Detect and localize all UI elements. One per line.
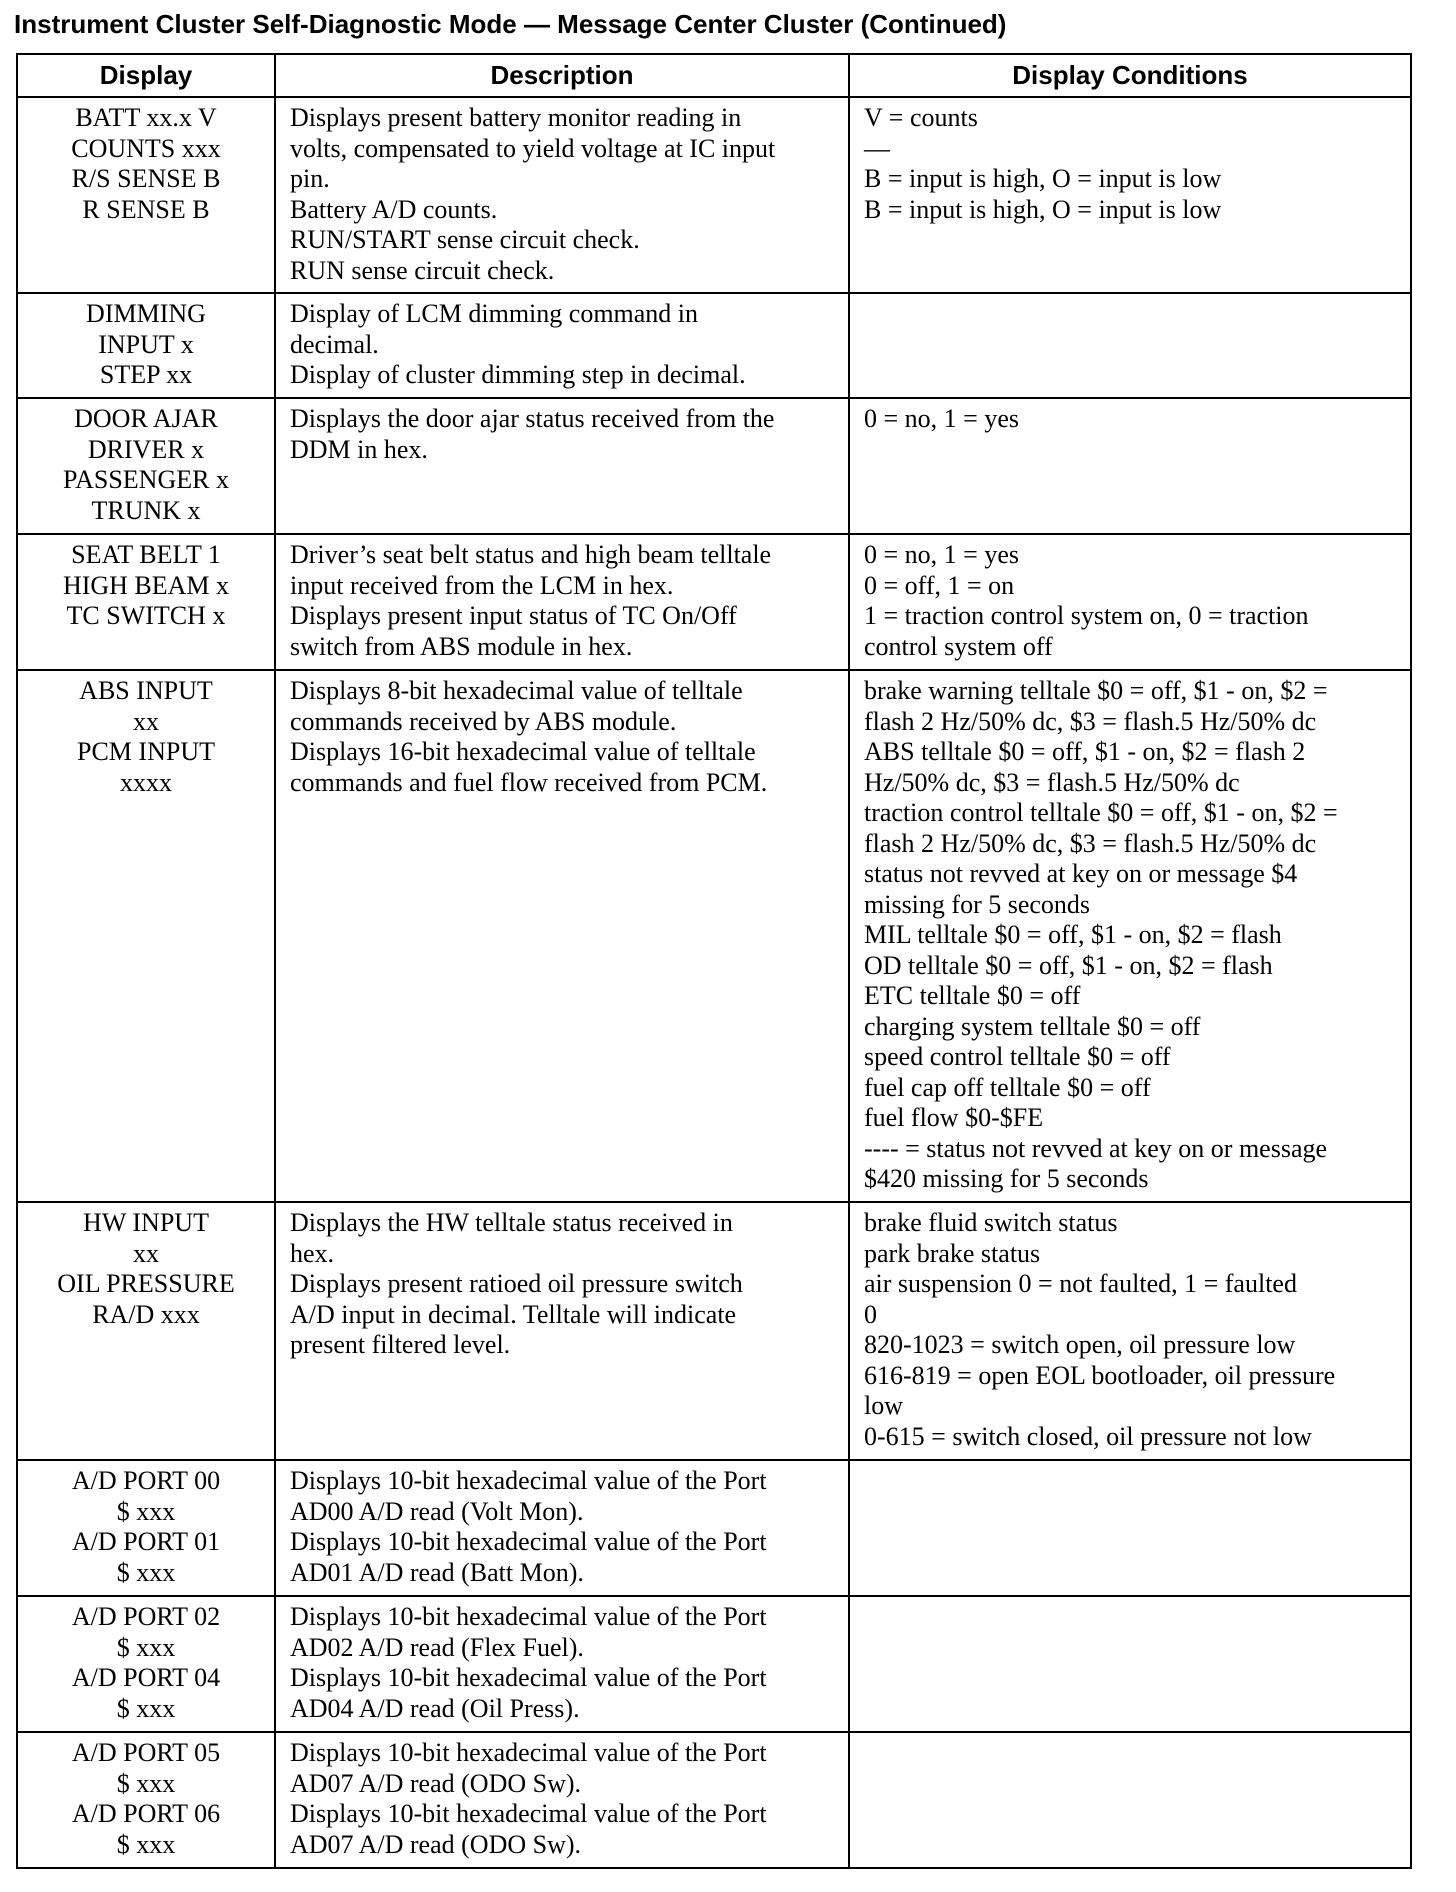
cell-line: A/D PORT 02	[71, 1602, 221, 1631]
cell-line: OD telltale $0 = off, $1 - on, $2 = flash	[864, 950, 1273, 980]
cell-line: ---- = status not revved at key on or message	[864, 1133, 1328, 1163]
cell-line: 0 = no, 1 = yes	[864, 404, 1019, 433]
cell-line: AD04 A/D read (Oil Press).	[290, 1693, 580, 1723]
display-cell	[17, 1596, 275, 1732]
table-row	[17, 1732, 1411, 1868]
header-display-conditions: Display Conditions	[849, 54, 1411, 97]
table-row	[17, 293, 1411, 398]
cell-line: input received from the LCM in hex.	[290, 570, 674, 600]
cell-line: 0 = off, 1 = on	[864, 570, 1015, 600]
cell-line: Display of cluster dimming step in decimal.	[290, 360, 746, 389]
cell-line: BATT xx.x V	[75, 103, 217, 132]
cell-line: A/D PORT 04	[71, 1663, 221, 1692]
page-title: Instrument Cluster Self-Diagnostic Mode — Message Center Cluster (Continued)	[14, 9, 1007, 39]
cell-line: COUNTS xxx	[71, 133, 221, 163]
cell-line: control system off	[864, 631, 1053, 661]
display-cell	[17, 398, 275, 534]
cell-line: Displays 10-bit hexadecimal value of the Port	[290, 1799, 767, 1828]
cell-line: missing for 5 seconds	[864, 889, 1091, 919]
cell-line: 0-615 = switch closed, oil pressure not low	[864, 1421, 1312, 1451]
cell-line: Battery A/D counts.	[290, 194, 498, 224]
conditions-cell	[849, 1732, 1411, 1868]
cell-line: $ xxx	[116, 1557, 176, 1587]
table-row	[17, 1460, 1411, 1596]
cell-line: Displays 10-bit hexadecimal value of the Port	[290, 1527, 767, 1556]
cell-line: ABS INPUT	[79, 676, 213, 705]
conditions-cell	[849, 398, 1411, 534]
cell-line: status not revved at key on or message $4	[864, 859, 1298, 888]
cell-line: ETC telltale $0 = off	[864, 981, 1081, 1010]
diagnostic-table	[16, 53, 1412, 1869]
cell-line: brake warning telltale $0 = off, $1 - on, $2 =	[864, 676, 1328, 705]
cell-line: A/D PORT 01	[71, 1527, 221, 1556]
cell-line: INPUT x	[98, 329, 194, 359]
display-cell	[17, 293, 275, 398]
conditions-cell	[849, 670, 1411, 1202]
cell-line: Displays present ratioed oil pressure switch	[290, 1269, 743, 1298]
cell-line: TRUNK x	[91, 495, 201, 525]
description-cell	[275, 293, 849, 398]
cell-line: PCM INPUT	[77, 737, 215, 766]
cell-line: 616-819 = open EOL bootloader, oil pressure	[864, 1360, 1336, 1390]
cell-line: A/D input in decimal. Telltale will indicate	[290, 1299, 737, 1329]
cell-line: Displays the HW telltale status received in	[290, 1208, 733, 1237]
description-cell	[275, 1202, 849, 1460]
cell-line: A/D PORT 00	[71, 1466, 221, 1495]
cell-line: B = input is high, O = input is low	[864, 164, 1222, 193]
cell-line: 820-1023 = switch open, oil pressure low	[864, 1330, 1296, 1359]
description-cell	[275, 670, 849, 1202]
cell-line: DRIVER x	[87, 434, 205, 464]
cell-line: $ xxx	[116, 1829, 176, 1859]
conditions-cell	[849, 97, 1411, 293]
cell-line: Displays the door ajar status received from the	[290, 404, 775, 433]
cell-line: Displays 10-bit hexadecimal value of the Port	[290, 1466, 767, 1495]
cell-line: RUN/START sense circuit check.	[290, 225, 640, 254]
cell-line: brake fluid switch status	[864, 1208, 1118, 1237]
conditions-cell	[849, 1202, 1411, 1460]
cell-line: DOOR AJAR	[74, 404, 218, 433]
header-description: Description	[275, 54, 849, 97]
description-cell	[275, 534, 849, 670]
cell-line: 0	[864, 1299, 877, 1329]
cell-line: flash 2 Hz/50% dc, $3 = flash.5 Hz/50% dc	[864, 828, 1317, 858]
cell-line: present filtered level.	[290, 1330, 511, 1359]
cell-line: MIL telltale $0 = off, $1 - on, $2 = flash	[864, 920, 1282, 949]
cell-line: decimal.	[290, 329, 379, 359]
cell-line: charging system telltale $0 = off	[864, 1011, 1201, 1041]
display-cell	[17, 1460, 275, 1596]
cell-line: $ xxx	[116, 1768, 176, 1798]
cell-line: PASSENGER x	[63, 465, 229, 494]
cell-line: AD01 A/D read (Batt Mon).	[290, 1557, 584, 1587]
cell-line: AD02 A/D read (Flex Fuel).	[290, 1632, 584, 1662]
description-cell	[275, 398, 849, 534]
cell-line: 1 = traction control system on, 0 = traction	[864, 601, 1309, 630]
cell-line: RUN sense circuit check.	[290, 255, 555, 285]
cell-line: commands and fuel flow received from PCM.	[290, 767, 768, 797]
cell-line: traction control telltale $0 = off, $1 - on, $2 =	[864, 798, 1338, 827]
cell-line: Displays 8-bit hexadecimal value of telltale	[290, 676, 743, 705]
cell-line: R SENSE B	[82, 194, 210, 224]
cell-line: pin.	[290, 164, 330, 193]
cell-line: xxxx	[120, 767, 172, 797]
cell-line: A/D PORT 05	[71, 1738, 221, 1767]
table-row	[17, 1202, 1411, 1460]
display-cell	[17, 1202, 275, 1460]
cell-line: A/D PORT 06	[71, 1799, 221, 1828]
cell-line: $ xxx	[116, 1496, 176, 1526]
cell-line: Driver’s seat belt status and high beam telltale	[290, 540, 772, 569]
cell-line: low	[864, 1391, 903, 1420]
cell-line: flash 2 Hz/50% dc, $3 = flash.5 Hz/50% dc	[864, 706, 1317, 736]
cell-line: ABS telltale $0 = off, $1 - on, $2 = flash 2	[864, 737, 1306, 766]
cell-line: DDM in hex.	[290, 434, 428, 464]
cell-line: SEAT BELT 1	[71, 540, 221, 569]
header-row	[17, 54, 1411, 97]
cell-line: air suspension 0 = not faulted, 1 = faulted	[864, 1269, 1297, 1298]
cell-line: volts, compensated to yield voltage at IC input	[290, 133, 776, 163]
cell-line: Displays 10-bit hexadecimal value of the Port	[290, 1602, 767, 1631]
cell-line: 0 = no, 1 = yes	[864, 540, 1019, 569]
cell-line: AD07 A/D read (ODO Sw).	[290, 1768, 582, 1798]
cell-line: TC SWITCH x	[66, 601, 226, 630]
cell-line: HIGH BEAM x	[62, 570, 230, 600]
conditions-cell	[849, 1460, 1411, 1596]
cell-line: $ xxx	[116, 1693, 176, 1723]
table-row	[17, 97, 1411, 293]
cell-line: Displays 10-bit hexadecimal value of the Port	[290, 1738, 767, 1767]
display-cell	[17, 97, 275, 293]
cell-line: RA/D xxx	[92, 1299, 200, 1329]
cell-line: Hz/50% dc, $3 = flash.5 Hz/50% dc	[864, 767, 1240, 797]
cell-line: STEP xx	[99, 360, 193, 389]
conditions-cell	[849, 293, 1411, 398]
header-display: Display	[17, 54, 275, 97]
table-row	[17, 1596, 1411, 1732]
description-cell	[275, 1732, 849, 1868]
cell-line: AD00 A/D read (Volt Mon).	[290, 1496, 584, 1526]
cell-line: Displays 16-bit hexadecimal value of telltale	[290, 737, 756, 766]
table-row	[17, 534, 1411, 670]
cell-line: switch from ABS module in hex.	[290, 631, 633, 661]
cell-line: Displays present input status of TC On/Off	[290, 601, 737, 630]
conditions-cell	[849, 1596, 1411, 1732]
cell-line: OIL PRESSURE	[57, 1269, 235, 1298]
cell-line: Displays present battery monitor reading in	[290, 103, 742, 132]
cell-line: AD07 A/D read (ODO Sw).	[290, 1829, 582, 1859]
description-cell	[275, 1460, 849, 1596]
cell-line: R/S SENSE B	[71, 164, 221, 193]
cell-line: hex.	[290, 1238, 335, 1268]
display-cell	[17, 534, 275, 670]
cell-line: speed control telltale $0 = off	[864, 1042, 1171, 1071]
cell-line: fuel flow $0-$FE	[864, 1103, 1044, 1132]
cell-line: park brake status	[864, 1238, 1041, 1268]
cell-line: $ xxx	[116, 1632, 176, 1662]
cell-line: DIMMING	[86, 299, 206, 328]
description-cell	[275, 97, 849, 293]
conditions-cell	[849, 534, 1411, 670]
cell-line: Displays 10-bit hexadecimal value of the Port	[290, 1663, 767, 1692]
cell-line: xx	[133, 706, 159, 736]
cell-line: V = counts	[864, 103, 978, 132]
cell-line: $420 missing for 5 seconds	[864, 1164, 1149, 1193]
cell-line: xx	[133, 1238, 159, 1268]
cell-line: B = input is high, O = input is low	[864, 194, 1222, 224]
table-row	[17, 670, 1411, 1202]
table-row	[17, 398, 1411, 534]
description-cell	[275, 1596, 849, 1732]
cell-line: commands received by ABS module.	[290, 706, 677, 736]
cell-line: Display of LCM dimming command in	[290, 299, 699, 328]
cell-line: —	[864, 133, 890, 163]
cell-line: HW INPUT	[83, 1208, 209, 1237]
display-cell	[17, 1732, 275, 1868]
display-cell	[17, 670, 275, 1202]
cell-line: fuel cap off telltale $0 = off	[864, 1072, 1151, 1102]
